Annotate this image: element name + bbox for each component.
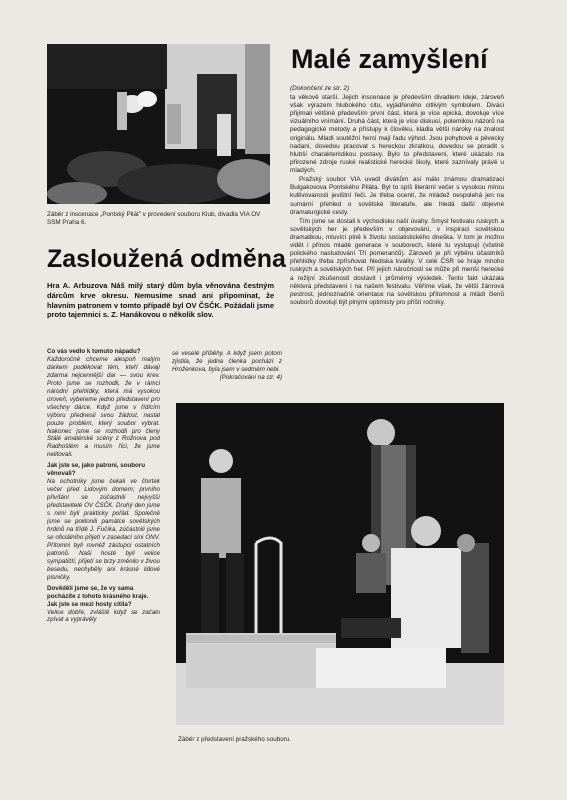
article1-body <box>290 85 504 375</box>
article1-continued-from: (Dokončení ze str. 2) <box>290 85 350 92</box>
photo2-caption: Záběr z představení pražského souboru. <box>178 736 292 743</box>
article2-lead: Hra A. Arbuzova Náš milý starý dům byla věnována čestným dárcům krve okresu. Nemusíme snad ani připomínat, že hlavním patronem v tomto případě byl OV ČSČK. Požádali jsme proto tajemnici s. Z. Hanákovou o několik slov. <box>47 281 274 320</box>
photo-scene-image <box>47 44 270 204</box>
photo-stage-image <box>176 403 504 725</box>
photo-pontsky-pilat <box>47 44 270 204</box>
article1-paragraph: ta věkově starší. Jejich inscenace je především divadlem ideje, zároveň však výrazem hlubokého citu, vyjádřeného citlivým symbolem. Diváci přijímali většině především první část, která je více epická, dovoluje více vizuálního vnímání. Druhá část, která je více diskusí, polemikou názorů na pedagogické metody a přístupy k člověku, kladla větší nároky na znalost originálu. Mladí soutěžní herci mají řadu výhod. Jsou pohybově a pěvecky nadaní, dovedou pracovat s hereckou zkratkou, dovedou se poradit s hlubší charakteristikou postavy. Bylo to představení, které ukázalo na přirozené zdroje ruské realistické herecké školy, které zaznívaly právě u mladých. <box>290 94 504 174</box>
interview-question: Co vás vedlo k tomuto nápadu? <box>47 348 141 355</box>
interview-answer: Velice dobře, zvláště když se začalo zpívat a vyprávěly <box>47 608 160 624</box>
interview-answer-continued: se veselé příběhy. A když jsem potom zjistila, že jedna členka pochází z Hroženkova, byla jsem v sedmém nebi. <box>172 350 282 373</box>
interview-question: Jak jste se, jako patroni, souboru věnovali? <box>47 462 145 478</box>
interview-answer: Na ochotníky jsme čekali ve čtvrtek večer před Lidovým domem; prvního přivítání se zúčastnili nejvyšší představitelé OV ČSČK. Druhý den jsme s nimi byli prakticky pořád. Společně jsme se poklonili památce sovětských hrdinů na třídě J. Fučíka, zúčastnili jsme se oficiálního přijetí v zasedací síni ONV. Přítomni byli rovněž zástupci ostatních patronů. Naši hosté byli velice sympatičtí, přijetí se brzy změnilo v živou besedu, nechyběly ani krásné lidové písničky. <box>47 478 160 581</box>
interview-question: Dověděli jsme se, že vy sama pocházíte z tohoto krásného kraje. Jak jste se mezi hosty cítila? <box>47 584 149 608</box>
article2-title: Zasloužená odměna <box>47 245 286 273</box>
interview-column-2 <box>172 350 282 382</box>
interview-answer: Každoročně chceme alespoň malým dárkem poděkovat těm, kteří dávají zdarma nejcennější dar — svou krev. Proto jsme se rozhodli, že v rámci národní přehlídky, která má vysokou úroveň, vybereme jedno představení pro všechny dárce. Když jsme v řídícím výboru přednesli svou žádost, nastal pouze problém, který soubor vybrat. Nakonec jsme se rozhodli pro členy Stálé amatérské scény z Rožnova pod Radhoštěm a musím říci, že jsme nelitovali. <box>47 355 160 459</box>
photo1-caption: Záběr z inscenace „Pontský Pilát" v provedení souboru Klub, divadla VIA OV SSM Praha 6. <box>47 211 261 226</box>
interview-column-1 <box>47 345 160 785</box>
article1-paragraph: Tím jsme se dostali k východisku naší úvahy. Smysl festivalu ruských a sovětských her je především v objevování, v inspiraci sovětskou dramatikou, mluvící plně k životu socialistického dneška. V tom je možno vidět i přínos mladé generace v souborech, které tu vystupují (včetně polického nastudování Tří pomerančů). Zároveň je při výběru účastníků přehlídky třeba zpřísňovat hlediska kvality. V celé ČSR se hraje mnoho ruských a sovětských her. Při jejich náročnosti se může při menší herecké a režijní zkušenosti dostavit i průměrný výsledek. Tento fakt ukázala některá představení i na našem festivalu. Věříme však, že větší žánrová pestrost, jednoznačně orientace na sovětskou přítomnost a mládí členů souborů dovolují být plnými optimisty pro příští ročníky. <box>290 217 504 306</box>
continuation-note: (Pokračování na str. 4) <box>219 373 282 381</box>
article1-paragraph: Pražský soubor VIA uvedl divákům asi málo známou dramatizaci Bulgakovova Pontského Piláta. Byl to spíš literární večer s vysokou mírou kultivovanosti jevištní řeči. Je třeba ocenit, že mládež nespolehá jen na sumární přehled o sovětské literatuře, ale hledá další objevné dramaturgické cesty. <box>290 176 504 216</box>
article1-title: Malé zamyšlení <box>291 44 488 74</box>
photo-prague-performance <box>176 403 504 725</box>
